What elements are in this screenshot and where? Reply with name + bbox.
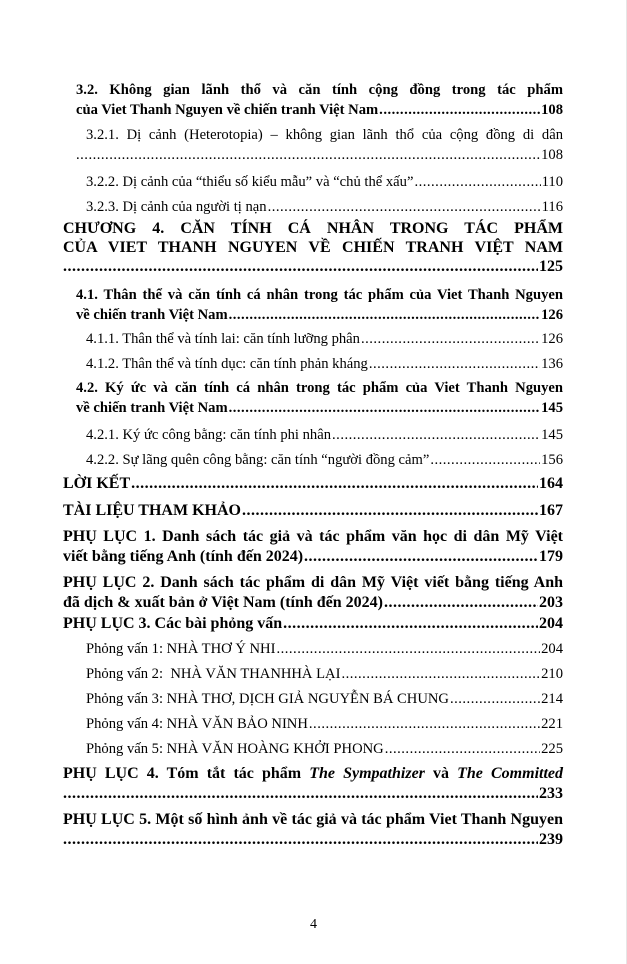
toc-entry-phu-luc-3 [63, 614, 563, 634]
toc-entry-row [76, 100, 563, 120]
leader-dots [76, 145, 540, 165]
toc-entry-text: 4.2. Ký ức và căn tính cá nhân trong tác phẩm của Viet Thanh Nguyen [76, 380, 563, 396]
leader-dots [309, 714, 540, 734]
toc-entry-phu-luc-4 [63, 764, 563, 804]
toc-entry-text: 3.2.1. Dị cảnh (Heterotopia) – không gian lãnh thổ của cộng đồng di dân [86, 127, 563, 143]
toc-page-number: 221 [541, 716, 563, 732]
toc-entry-text: về chiến tranh Việt Nam [76, 400, 228, 416]
leader-dots [369, 354, 540, 374]
toc-entry-text: về chiến tranh Việt Nam [76, 307, 228, 323]
toc-page-number: 108 [541, 147, 563, 163]
leader-dots [283, 614, 538, 634]
leader-dots [304, 547, 538, 567]
toc-entry-4-2-1 [86, 425, 563, 445]
toc-page-number: 156 [541, 452, 563, 468]
toc-entry-text: của Viet Thanh Nguyen về chiến tranh Việt Nam [76, 102, 379, 118]
toc-entry-phong-van-4 [86, 714, 563, 734]
toc-entry-loi-ket [63, 474, 563, 494]
leader-dots [332, 425, 540, 445]
toc-entry-chapter-4 [63, 219, 563, 276]
toc-page-number: 110 [541, 174, 563, 190]
leader-dots [361, 329, 540, 349]
toc-entry-text-prefix: PHỤ LỤC 4. Tóm tắt tác phẩm [63, 765, 310, 782]
toc-page-number: 204 [539, 615, 563, 632]
toc-entry-text: 4.2.1. Ký ức công bằng: căn tính phi nhân [86, 427, 332, 443]
book-title-sympathizer: The Sympathizer [309, 765, 425, 782]
toc-entry-phong-van-1 [86, 639, 563, 659]
leader-dots [450, 689, 540, 709]
leader-dots [430, 450, 540, 470]
toc-page-number: 108 [541, 102, 563, 118]
leader-dots [229, 305, 541, 325]
toc-entry-text [63, 764, 563, 784]
toc-page-number: 239 [539, 831, 563, 848]
toc-entry-text: 4.1. Thân thể và căn tính cá nhân trong tác phẩm của Viet Thanh Nguyen [76, 287, 563, 303]
toc-entry-text: 3.2. Không gian lãnh thổ và căn tính cộng đồng trong tác phẩm [76, 82, 563, 98]
page-number: 4 [310, 917, 317, 932]
toc-entry-4-2 [76, 378, 563, 418]
toc-entry-text: Phỏng vấn 4: NHÀ VĂN BẢO NINH [86, 716, 308, 732]
toc-page-number: 225 [541, 741, 563, 757]
toc-entry-text: PHỤ LỤC 1. Danh sách tác giả và tác phẩm văn học di dân Mỹ Việt [63, 528, 563, 545]
leader-dots [384, 593, 538, 613]
toc-entry-text: Phỏng vấn 3: NHÀ THƠ, DỊCH GIẢ NGUYỄN BÁ CHUNG [86, 691, 449, 707]
leader-dots [414, 172, 540, 192]
leader-dots [229, 398, 541, 418]
toc-entry-text: PHỤ LỤC 5. Một số hình ảnh về tác giả và tác phẩm Viet Thanh Nguyen [63, 811, 563, 828]
leader-dots [242, 501, 538, 521]
toc-entry-text: viết bằng tiếng Anh (tính đến 2024) [63, 548, 304, 565]
leader-dots [63, 830, 538, 850]
toc-entry-phong-van-5 [86, 739, 563, 759]
toc-page-number: 164 [539, 475, 563, 492]
toc-page-number: 203 [539, 594, 563, 611]
toc-entry-4-1-1 [86, 329, 563, 349]
toc-entry-phu-luc-2 [63, 573, 563, 613]
toc-entry-text: PHỤ LỤC 3. Các bài phỏng vấn [63, 615, 283, 632]
toc-entry-text: LỜI KẾT [63, 475, 131, 492]
toc-entry-text: 4.1.1. Thân thể và tính lai: căn tính lưỡng phân [86, 331, 360, 347]
toc-entry-text: đã dịch & xuất bản ở Việt Nam (tính đến 2024) [63, 594, 384, 611]
toc-entry-phu-luc-1 [63, 527, 563, 567]
toc-entry-row [76, 145, 563, 165]
leader-dots [385, 739, 540, 759]
leader-dots [63, 257, 538, 276]
toc-entry-phong-van-2 [86, 664, 563, 684]
toc-entry-3-2 [76, 80, 563, 120]
toc-entry-text: Phỏng vấn 2: NHÀ VĂN THANHHÀ LẠI [86, 666, 341, 682]
book-title-committed: The Committed [457, 765, 564, 782]
toc-page-number: 167 [539, 502, 563, 519]
toc-page-number: 126 [541, 307, 563, 323]
leader-dots [341, 664, 540, 684]
toc-page-number: 233 [539, 785, 563, 802]
toc-entry-text: TÀI LIỆU THAM KHẢO [63, 502, 241, 519]
toc-page-number: 145 [541, 400, 563, 416]
toc-entry-4-1 [76, 285, 563, 325]
toc-entry-text: CỦA VIET THANH NGUYEN VỀ CHIẾN TRANH VIỆT NAM [63, 239, 563, 256]
toc-page-number: 125 [539, 258, 563, 275]
toc-page-number: 136 [541, 356, 563, 372]
toc-entry-4-2-2 [86, 450, 563, 470]
leader-dots [268, 197, 541, 217]
toc-entry-text: 3.2.3. Dị cảnh của người tị nạn [86, 199, 267, 215]
toc-entry-text: Phỏng vấn 1: NHÀ THƠ Ý NHI [86, 641, 276, 657]
toc-entry-text: 4.2.2. Sự lãng quên công bằng: căn tính “người đồng cảm” [86, 452, 430, 468]
toc-entry-text: CHƯƠNG 4. CĂN TÍNH CÁ NHÂN TRONG TÁC PHẨM [63, 220, 563, 237]
toc-page-number: 214 [541, 691, 563, 707]
toc-page-number: 145 [541, 427, 563, 443]
toc-entry-text: 3.2.2. Dị cảnh của “thiểu số kiểu mẫu” và “chủ thể xấu” [86, 174, 414, 190]
toc-entry-text-conjunction: và [424, 765, 458, 782]
toc-entry-tai-lieu-tham-khao [63, 501, 563, 521]
toc-page-number: 116 [541, 199, 563, 215]
leader-dots [276, 639, 540, 659]
toc-entry-3-2-1 [86, 125, 563, 165]
toc-entry-phong-van-3 [86, 689, 563, 709]
toc-entry-text: 4.1.2. Thân thể và tính dục: căn tính phản kháng [86, 356, 368, 372]
toc-entry-4-1-2 [86, 354, 563, 374]
leader-dots [63, 784, 538, 804]
toc-page-number: 126 [541, 331, 563, 347]
toc-entry-text: PHỤ LỤC 2. Danh sách tác phẩm di dân Mỹ Việt viết bằng tiếng Anh [63, 574, 563, 591]
toc-entry-3-2-3 [86, 197, 563, 217]
leader-dots [131, 474, 538, 494]
toc-entry-3-2-2 [86, 172, 563, 192]
toc-page-number: 210 [541, 666, 563, 682]
toc-entry-phu-luc-5 [63, 810, 563, 850]
toc-entry-text: Phỏng vấn 5: NHÀ VĂN HOÀNG KHỞI PHONG [86, 741, 384, 757]
toc-page-number: 179 [539, 548, 563, 565]
toc-page-number: 204 [541, 641, 563, 657]
leader-dots [379, 100, 540, 120]
